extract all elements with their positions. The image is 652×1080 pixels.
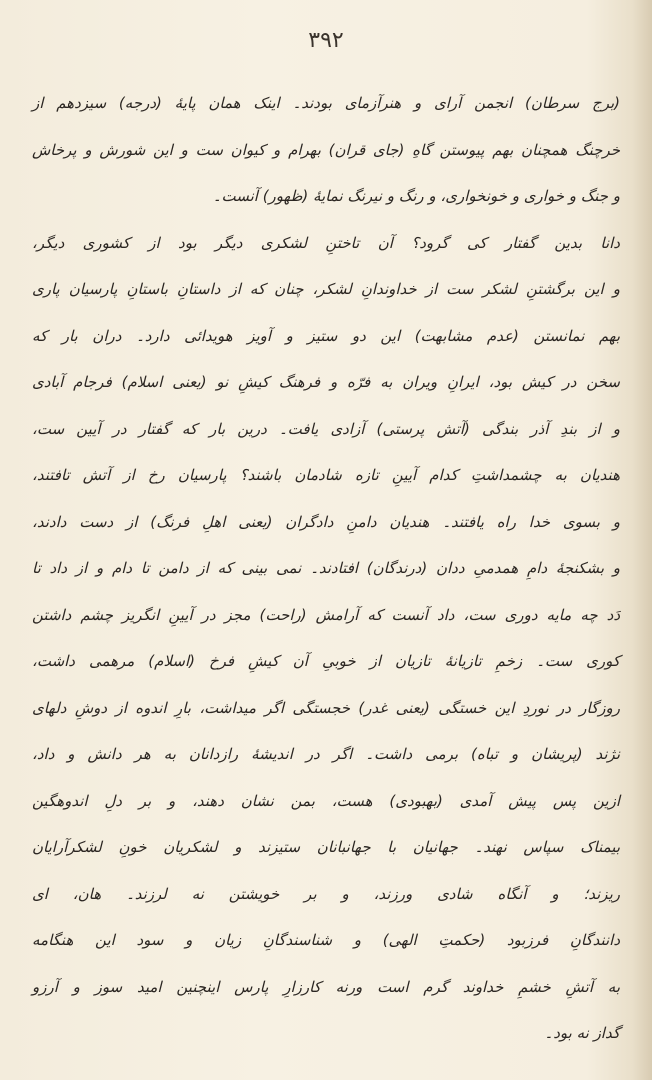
text-line: نژند (پریشان و تباه) برمی داشت۔ اگر در اندیشهٔ رازدانان به هر دانش و داد،	[32, 745, 620, 763]
text-line: بهم نمانستن (عدم مشابهت) این دو ستیز و آویز هویدائی دارد۔ دران بار که	[32, 326, 620, 345]
text-line: و بشکنجهٔ دامِ همدمیِ ددان (درندگان) افتادند۔ نمی بینی که از دامن تا دام و از داد تا	[32, 559, 620, 577]
text-line: هندیان به چشمداشتِ کدام آیینِ تازه شادمان باشند؟ پارسیان رخ از آتش تافتند،	[32, 466, 620, 484]
page-number: ۳۹۲	[308, 28, 344, 53]
text-line: و از بندِ آذر بندگی (آتش پرستی) آزادی یافت۔ درین بار که گفتار در آیین ست،	[32, 419, 620, 438]
text-line: و این برگشتنِ لشکر ست از خداوندانِ لشکر، چنان که از داستانِ باستانِ پارسیان پاری	[32, 280, 620, 298]
text-line: دانندگانِ فرزبود (حکمتِ الهی) و شناسندگانِ زیان و سود این هنگامه	[32, 931, 620, 949]
text-line: ریزند؛ و آنگاه شادی ورزند، و بر خویشتن نه لرزند۔ هان، ای	[32, 884, 620, 903]
text-line: و بسوی خدا راه یافتند۔ هندیان دامنِ دادگران (یعنی اهلِ فرنگ) از دست دادند،	[32, 512, 620, 531]
page-body	[32, 80, 620, 1057]
text-line: به آتشِ خشمِ خداوند گرم است ورنه کارزارِ پارس اینچنین امید سوز و آرزو	[32, 977, 620, 996]
text-line: کوری ست۔ زخمِ تازیانهٔ تازیان از خوبیِ آن کیشِ فرخ (اسلام) مرهمی داشت،	[32, 652, 620, 670]
text-line: ازین پس پیش آمدی (بهبودی) هست، بمن نشان دهند، و بر دلِ اندوهگین	[32, 791, 620, 810]
text-line: دانا بدین گفتار کی گرود؟ آن تاختنِ لشکری دیگر بود از کشوری دیگر،	[32, 233, 620, 252]
text-line: و جنگ و خواری و خونخواری، و رنگ و نیرنگ نمایهٔ (ظهور) آنست۔	[212, 187, 620, 205]
text-line: گداز نه بود۔	[544, 1024, 620, 1042]
text-line: روزگار در نوردِ این خستگی (یعنی غدر) خجستگی اگر میداشت، بارِ اندوه از دوشِ دلهای	[32, 698, 620, 717]
text-line: دَد چه مایه دوری ست، داد آنست که آرامش (راحت) مجز در آیینِ انگریز چشم داشتن	[32, 605, 620, 624]
text-line: بیمناک سپاس نهند۔ جهانیان با جهانبانان ستیزند و لشکریان خونِ لشکرآرایان	[32, 838, 620, 856]
text-line: سخن در کیش بود، ایرانِ ویران به فرّه و فرهنگ کیشِ نو (یعنی اسلام) فرجام آبادی	[32, 373, 620, 391]
text-line: خرچنگ همچنان بهم پیوستن گاهِ (جای قران) بهرام و کیوان ست و این شورش و پرخاش	[32, 140, 620, 159]
text-line: (برج سرطان) انجمن آرای و هنرآزمای بودند۔ اینک همان پایهٔ (درجه) سیزدهم از	[32, 94, 620, 112]
